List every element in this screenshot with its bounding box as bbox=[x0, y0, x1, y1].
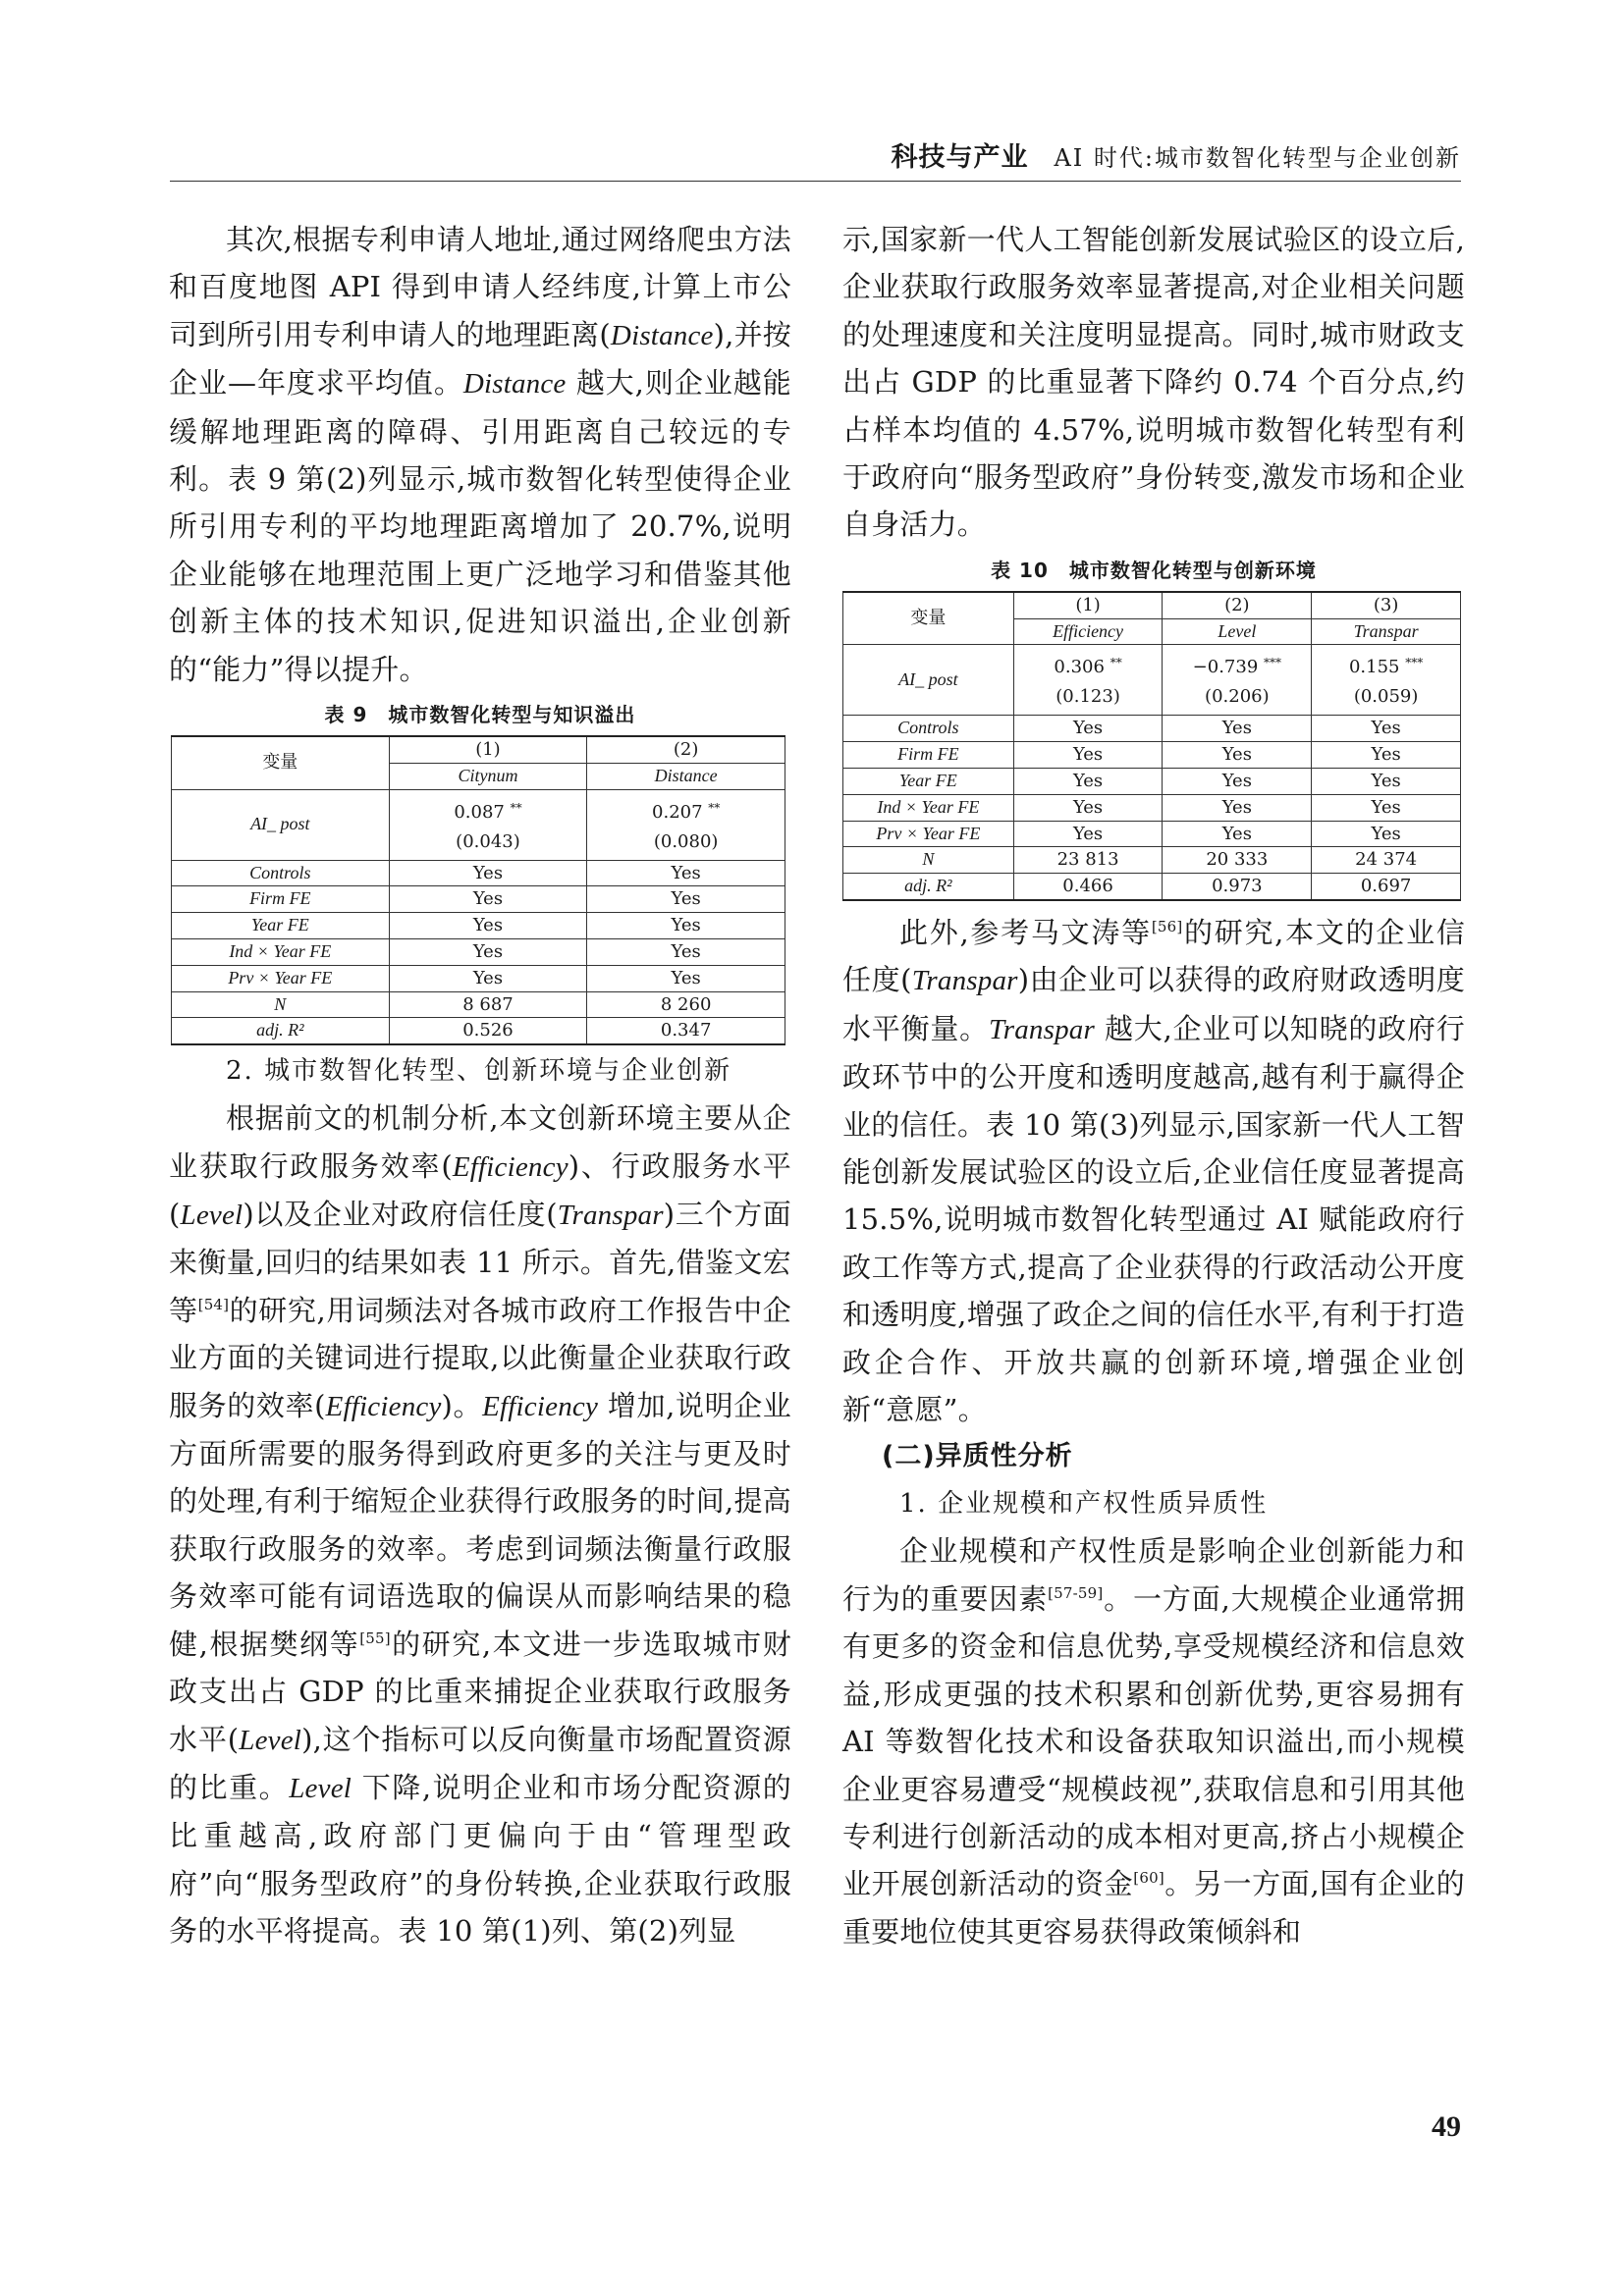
table-row bbox=[843, 645, 1461, 716]
table-cell: 8 687 bbox=[389, 991, 587, 1018]
italic-term: Transpar bbox=[557, 1200, 664, 1232]
italic-term: Efficiency bbox=[325, 1390, 442, 1422]
italic-term: Efficiency bbox=[452, 1150, 568, 1183]
table-row bbox=[172, 860, 785, 886]
text-run: 的研究,本文进一步选取城市财政支出占 GDP 的比重来捕捉企业获取行政服务水平( bbox=[169, 1627, 791, 1756]
table-cell: Yes bbox=[389, 860, 587, 886]
variable-header: 变量 bbox=[172, 736, 390, 789]
table-row bbox=[843, 769, 1461, 795]
row-label: Ind × Year FE bbox=[843, 794, 1014, 821]
column-name: Distance bbox=[587, 763, 785, 789]
text-run: 越大,则企业越能缓解地理距离的障碍、引用距离自己较远的专利。表 9 第(2)列显示,城市数智化转型使得企业所引用专利的平均地理距离增加了 20.7%,说明企业能够在地理范围上更广泛地学习和借鉴其他创新主体的技术知识,促进知识溢出,企业创新的“能力”得以提升。 bbox=[169, 366, 791, 686]
italic-term: Distance bbox=[462, 368, 567, 400]
text-run: 的研究,本文的企业信任度( bbox=[842, 916, 1466, 997]
text-run: 此外,参考马文涛等 bbox=[899, 916, 1152, 950]
subsection-heading: 1. 企业规模和产权性质异质性 bbox=[899, 1489, 1269, 1520]
citation-ref: [57-59] bbox=[1048, 1583, 1104, 1602]
table-cell: Yes bbox=[1312, 716, 1461, 742]
table-row bbox=[843, 874, 1461, 900]
table-9-caption: 表 9 城市数智化转型与知识溢出 bbox=[324, 703, 636, 727]
significance-stars: ** bbox=[708, 800, 721, 815]
column-name: Citynum bbox=[389, 763, 587, 789]
row-label: Controls bbox=[172, 860, 390, 886]
coefficient-value: 0.155 bbox=[1348, 657, 1400, 678]
table-cell: 24 374 bbox=[1312, 847, 1461, 874]
right-paragraph-2 bbox=[842, 909, 1465, 1433]
header-rule bbox=[170, 181, 1461, 182]
standard-error: (0.123) bbox=[1056, 686, 1120, 708]
citation-ref: [60] bbox=[1133, 1869, 1164, 1888]
text-run: 企业规模和产权性质是影响企业创新能力和行为的重要因素 bbox=[842, 1534, 1465, 1616]
table-row bbox=[172, 913, 785, 939]
table-10 bbox=[842, 555, 1465, 901]
text-run: 增加,说明企业方面所需要的服务得到政府更多的关注与更及时的处理,有利于缩短企业获得行政服务的时间,提高获取行政服务的效率。考虑到词频法衡量行政服务效率可能有词语选取的偏误从而影响结果的稳健,根据樊纲等 bbox=[169, 1388, 792, 1661]
column-number: (1) bbox=[1013, 592, 1163, 618]
standard-error: (0.080) bbox=[653, 830, 719, 852]
table-row bbox=[172, 1018, 785, 1044]
table-cell: Yes bbox=[389, 886, 587, 913]
running-header bbox=[170, 130, 1461, 179]
table-cell: 0.466 bbox=[1013, 874, 1163, 900]
row-label: N bbox=[172, 991, 390, 1018]
text-run: )以及企业对政府信任度( bbox=[243, 1198, 558, 1232]
column-name: Efficiency bbox=[1013, 618, 1163, 645]
table-cell: Yes bbox=[1312, 742, 1461, 769]
table-cell: Yes bbox=[389, 965, 587, 991]
italic-term: Level bbox=[289, 1772, 352, 1804]
text-run: 的研究,用词频法对各城市政府工作报告中企业方面的关键词进行提取,以此衡量企业获取行政服务的效率( bbox=[169, 1293, 791, 1422]
right-paragraph-3 bbox=[842, 1527, 1465, 1955]
page-number: 49 bbox=[1432, 2110, 1461, 2143]
row-label: Prv × Year FE bbox=[172, 965, 390, 991]
text-run: 。另一方面,国有企业的重要地位使其更容易获得政策倾斜和 bbox=[842, 1867, 1465, 1949]
coefficient-value: −0.739 bbox=[1192, 657, 1259, 678]
table-9-grid bbox=[171, 735, 785, 1045]
significance-stars: ** bbox=[510, 800, 522, 815]
standard-error: (0.206) bbox=[1205, 686, 1270, 708]
text-run: 。一方面,大规模企业通常拥有更多的资金和信息优势,享受规模经济和信息效益,形成更强的技术积累和创新优势,更容易拥有 AI 等数智化技术和设备获取知识溢出,而小规模企业更容易遭受“规模歧视”,获取信息和引用其他专利进行创新活动的成本相对更高,挤占小规模企业开展创新活动的资金 bbox=[842, 1581, 1465, 1901]
table-cell: Yes bbox=[1163, 821, 1312, 847]
text-run: 越大,企业可以知晓的政府行政环节中的公开度和透明度越高,越有利于赢得企业的信任。表 10 第(3)列显示,国家新一代人工智能创新发展试验区的设立后,企业信任度显著提高 15.5%,说明城市数智化转型通过 AI 赋能政府行政工作等方式,提高了企业获得的行政活动公开度和透明度,增强了政企之间的信任水平,有利于打造政企合作、开放共赢的创新环境,增强企业创新“意愿”。 bbox=[842, 1011, 1465, 1427]
table-cell: Yes bbox=[389, 913, 587, 939]
row-label: Year FE bbox=[843, 769, 1014, 795]
italic-term: Distance bbox=[610, 319, 714, 351]
column-number: (1) bbox=[389, 736, 587, 763]
table-cell: Yes bbox=[1013, 769, 1163, 795]
standard-error: (0.043) bbox=[456, 830, 520, 852]
left-column bbox=[169, 216, 791, 1955]
table-row bbox=[172, 789, 785, 860]
italic-term: Transpar bbox=[988, 1013, 1095, 1045]
column-number: (2) bbox=[1163, 592, 1312, 618]
italic-term: Level bbox=[239, 1724, 302, 1756]
table-cell: 0.697 bbox=[1312, 874, 1461, 900]
row-label: Firm FE bbox=[172, 886, 390, 913]
coefficient-value: 0.306 bbox=[1054, 657, 1105, 678]
column-number: (3) bbox=[1312, 592, 1461, 618]
table-cell: Yes bbox=[1163, 716, 1312, 742]
table-cell: Yes bbox=[1312, 769, 1461, 795]
text-run: ),并按企业—年度求平均值。 bbox=[169, 317, 791, 400]
significance-stars: ** bbox=[1110, 656, 1122, 670]
table-row bbox=[843, 794, 1461, 821]
table-10-grid bbox=[842, 591, 1461, 901]
table-cell: Yes bbox=[587, 965, 785, 991]
table-cell: 0.526 bbox=[389, 1018, 587, 1044]
text-run: 根据前文的机制分析,本文创新环境主要从企业获取行政服务效率( bbox=[169, 1101, 791, 1183]
left-paragraph-2 bbox=[169, 1095, 791, 1954]
header-text bbox=[891, 135, 1461, 174]
table-cell: Yes bbox=[1312, 794, 1461, 821]
italic-term: Level bbox=[180, 1200, 244, 1232]
row-label: AI_ post bbox=[843, 645, 1014, 716]
table-cell: Yes bbox=[1013, 716, 1163, 742]
table-cell: Yes bbox=[587, 939, 785, 966]
coefficient-value: 0.207 bbox=[652, 801, 703, 823]
section-heading: (二)异质性分析 bbox=[882, 1441, 1073, 1472]
table-9 bbox=[169, 699, 791, 1045]
header-section: 科技与产业 bbox=[891, 142, 1029, 173]
row-label: adj. R² bbox=[172, 1018, 390, 1044]
table-cell: Yes bbox=[1013, 821, 1163, 847]
table-row bbox=[843, 821, 1461, 847]
table-cell: Yes bbox=[587, 913, 785, 939]
table-header-row bbox=[172, 736, 785, 763]
coefficient-cell bbox=[1312, 645, 1461, 716]
coefficient-cell bbox=[389, 789, 587, 860]
table-cell: Yes bbox=[587, 860, 785, 886]
text-run: )由企业可以获得的政府财政透明度水平衡量。 bbox=[842, 963, 1465, 1045]
row-label: Year FE bbox=[172, 913, 390, 939]
italic-term: Efficiency bbox=[482, 1390, 599, 1422]
coefficient-cell bbox=[1013, 645, 1163, 716]
citation-ref: [54] bbox=[197, 1295, 230, 1313]
table-cell: Yes bbox=[1163, 769, 1312, 795]
table-cell: Yes bbox=[1163, 742, 1312, 769]
table-row bbox=[172, 965, 785, 991]
table-cell: Yes bbox=[389, 939, 587, 966]
coefficient-cell bbox=[587, 789, 785, 860]
text-run: 示,国家新一代人工智能创新发展试验区的设立后,企业获取行政服务效率显著提高,对企业相关问题的处理速度和关注度明显提高。同时,城市财政支出占 GDP 的比重显著下降约 0.74 个百分点,约占样本均值的 4.57%,说明城市数智化转型有利于政府向“服务型政府”身份转变,激发市场和企业自身活力。 bbox=[842, 223, 1465, 542]
row-label: N bbox=[843, 847, 1014, 874]
column-name: Level bbox=[1163, 618, 1312, 645]
italic-term: Transpar bbox=[911, 965, 1018, 997]
right-paragraph-1 bbox=[842, 216, 1465, 549]
row-label: Prv × Year FE bbox=[843, 821, 1014, 847]
table-row bbox=[172, 991, 785, 1018]
column-number: (2) bbox=[587, 736, 785, 763]
variable-header: 变量 bbox=[843, 592, 1014, 645]
table-row bbox=[843, 847, 1461, 874]
table-10-caption: 表 10 城市数智化转型与创新环境 bbox=[991, 558, 1317, 582]
header-title: AI 时代:城市数智化转型与企业创新 bbox=[1054, 144, 1461, 172]
coefficient-value: 0.087 bbox=[454, 801, 505, 823]
text-run: ),这个指标可以反向衡量市场配置资源的比重。 bbox=[169, 1722, 791, 1804]
table-header-row bbox=[843, 592, 1461, 618]
table-row bbox=[843, 742, 1461, 769]
table-cell: 8 260 bbox=[587, 991, 785, 1018]
table-row bbox=[172, 939, 785, 966]
table-row bbox=[172, 886, 785, 913]
table-cell: Yes bbox=[1013, 742, 1163, 769]
table-cell: 23 813 bbox=[1013, 847, 1163, 874]
table-cell: Yes bbox=[587, 886, 785, 913]
row-label: Controls bbox=[843, 716, 1014, 742]
text-run: 下降,说明企业和市场分配资源的比重越高,政府部门更偏向于由“管理型政府”向“服务型政府”的身份转换,企业获取行政服务的水平将提高。表 10 第(1)列、第(2)列显 bbox=[169, 1770, 791, 1949]
table-row bbox=[843, 716, 1461, 742]
table-cell: 0.347 bbox=[587, 1018, 785, 1044]
subsection-2-heading: 2. 城市数智化转型、创新环境与企业创新 bbox=[226, 1056, 732, 1087]
standard-error: (0.059) bbox=[1353, 686, 1419, 708]
table-cell: Yes bbox=[1312, 821, 1461, 847]
coefficient-cell bbox=[1163, 645, 1312, 716]
significance-stars: *** bbox=[1405, 656, 1424, 670]
row-label: Firm FE bbox=[843, 742, 1014, 769]
right-column bbox=[842, 216, 1465, 1955]
table-cell: 20 333 bbox=[1163, 847, 1312, 874]
row-label: adj. R² bbox=[843, 874, 1014, 900]
citation-ref: [55] bbox=[359, 1629, 391, 1647]
table-cell: 0.973 bbox=[1163, 874, 1312, 900]
text-run: )三个方面来衡量,回归的结果如表 11 所示。首先,借鉴文宏等 bbox=[169, 1198, 791, 1327]
text-run: )、行政服务水平( bbox=[169, 1148, 791, 1232]
column-name: Transpar bbox=[1312, 618, 1461, 645]
row-label: Ind × Year FE bbox=[172, 939, 390, 966]
table-cell: Yes bbox=[1013, 794, 1163, 821]
table-cell: Yes bbox=[1163, 794, 1312, 821]
citation-ref: [56] bbox=[1151, 918, 1183, 936]
significance-stars: *** bbox=[1264, 656, 1282, 670]
text-run: 其次,根据专利申请人地址,通过网络爬虫方法和百度地图 API 得到申请人经纬度,计算上市公司到所引用专利申请人的地理距离( bbox=[169, 223, 791, 351]
row-label: AI_ post bbox=[172, 789, 390, 860]
text-run: )。 bbox=[441, 1388, 483, 1422]
left-paragraph-1 bbox=[169, 216, 791, 693]
